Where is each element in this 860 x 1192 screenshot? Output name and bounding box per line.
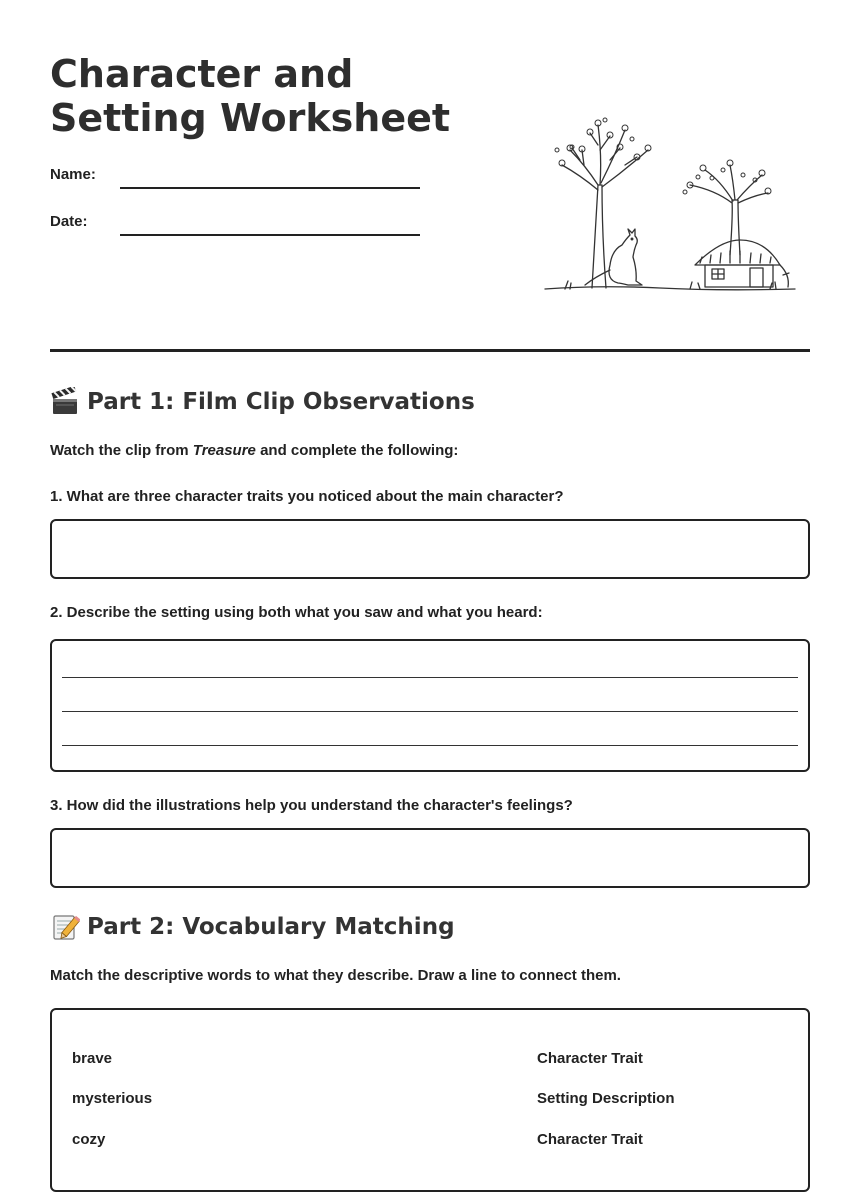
name-label: Name:: [50, 166, 96, 183]
date-label: Date:: [50, 213, 88, 230]
part2-heading: [50, 912, 455, 942]
part1-instruction: [50, 442, 458, 459]
clapperboard-icon: [50, 387, 80, 417]
part1-title: Part 1: Film Clip Observations: [87, 389, 475, 415]
date-field[interactable]: [120, 234, 420, 236]
match-target[interactable]: Character Trait: [537, 1050, 643, 1067]
question-1: 1. What are three character traits you noticed about the main character?: [50, 488, 564, 505]
match-target[interactable]: Character Trait: [537, 1131, 643, 1148]
answer-box-1[interactable]: [50, 519, 810, 579]
name-field[interactable]: [120, 187, 420, 189]
question-3: 3. How did the illustrations help you understand the character's feelings?: [50, 797, 573, 814]
question-2: 2. Describe the setting using both what you saw and what you heard:: [50, 604, 543, 621]
tree-kangaroo-hut-illustration: [540, 105, 800, 300]
writing-line: [62, 745, 798, 746]
instruction-prefix: Watch the clip from: [50, 442, 193, 459]
memo-pencil-icon: [50, 912, 80, 942]
page-title: Character and Setting Worksheet: [50, 52, 451, 140]
matching-box: [50, 1008, 810, 1192]
instruction-suffix: and complete the following:: [255, 442, 459, 459]
section-divider: [50, 349, 810, 352]
part2-title: Part 2: Vocabulary Matching: [87, 914, 455, 940]
writing-line: [62, 711, 798, 712]
answer-box-2[interactable]: [50, 639, 810, 772]
match-word[interactable]: mysterious: [72, 1090, 153, 1107]
part1-heading: [50, 387, 475, 417]
answer-box-3[interactable]: [50, 828, 810, 888]
writing-line: [62, 677, 798, 678]
match-target[interactable]: Setting Description: [537, 1090, 675, 1107]
match-word[interactable]: brave: [72, 1050, 113, 1067]
film-title: Treasure: [192, 442, 256, 459]
match-word[interactable]: cozy: [72, 1131, 106, 1148]
part2-instruction: Match the descriptive words to what they describe. Draw a line to connect them.: [50, 967, 621, 984]
